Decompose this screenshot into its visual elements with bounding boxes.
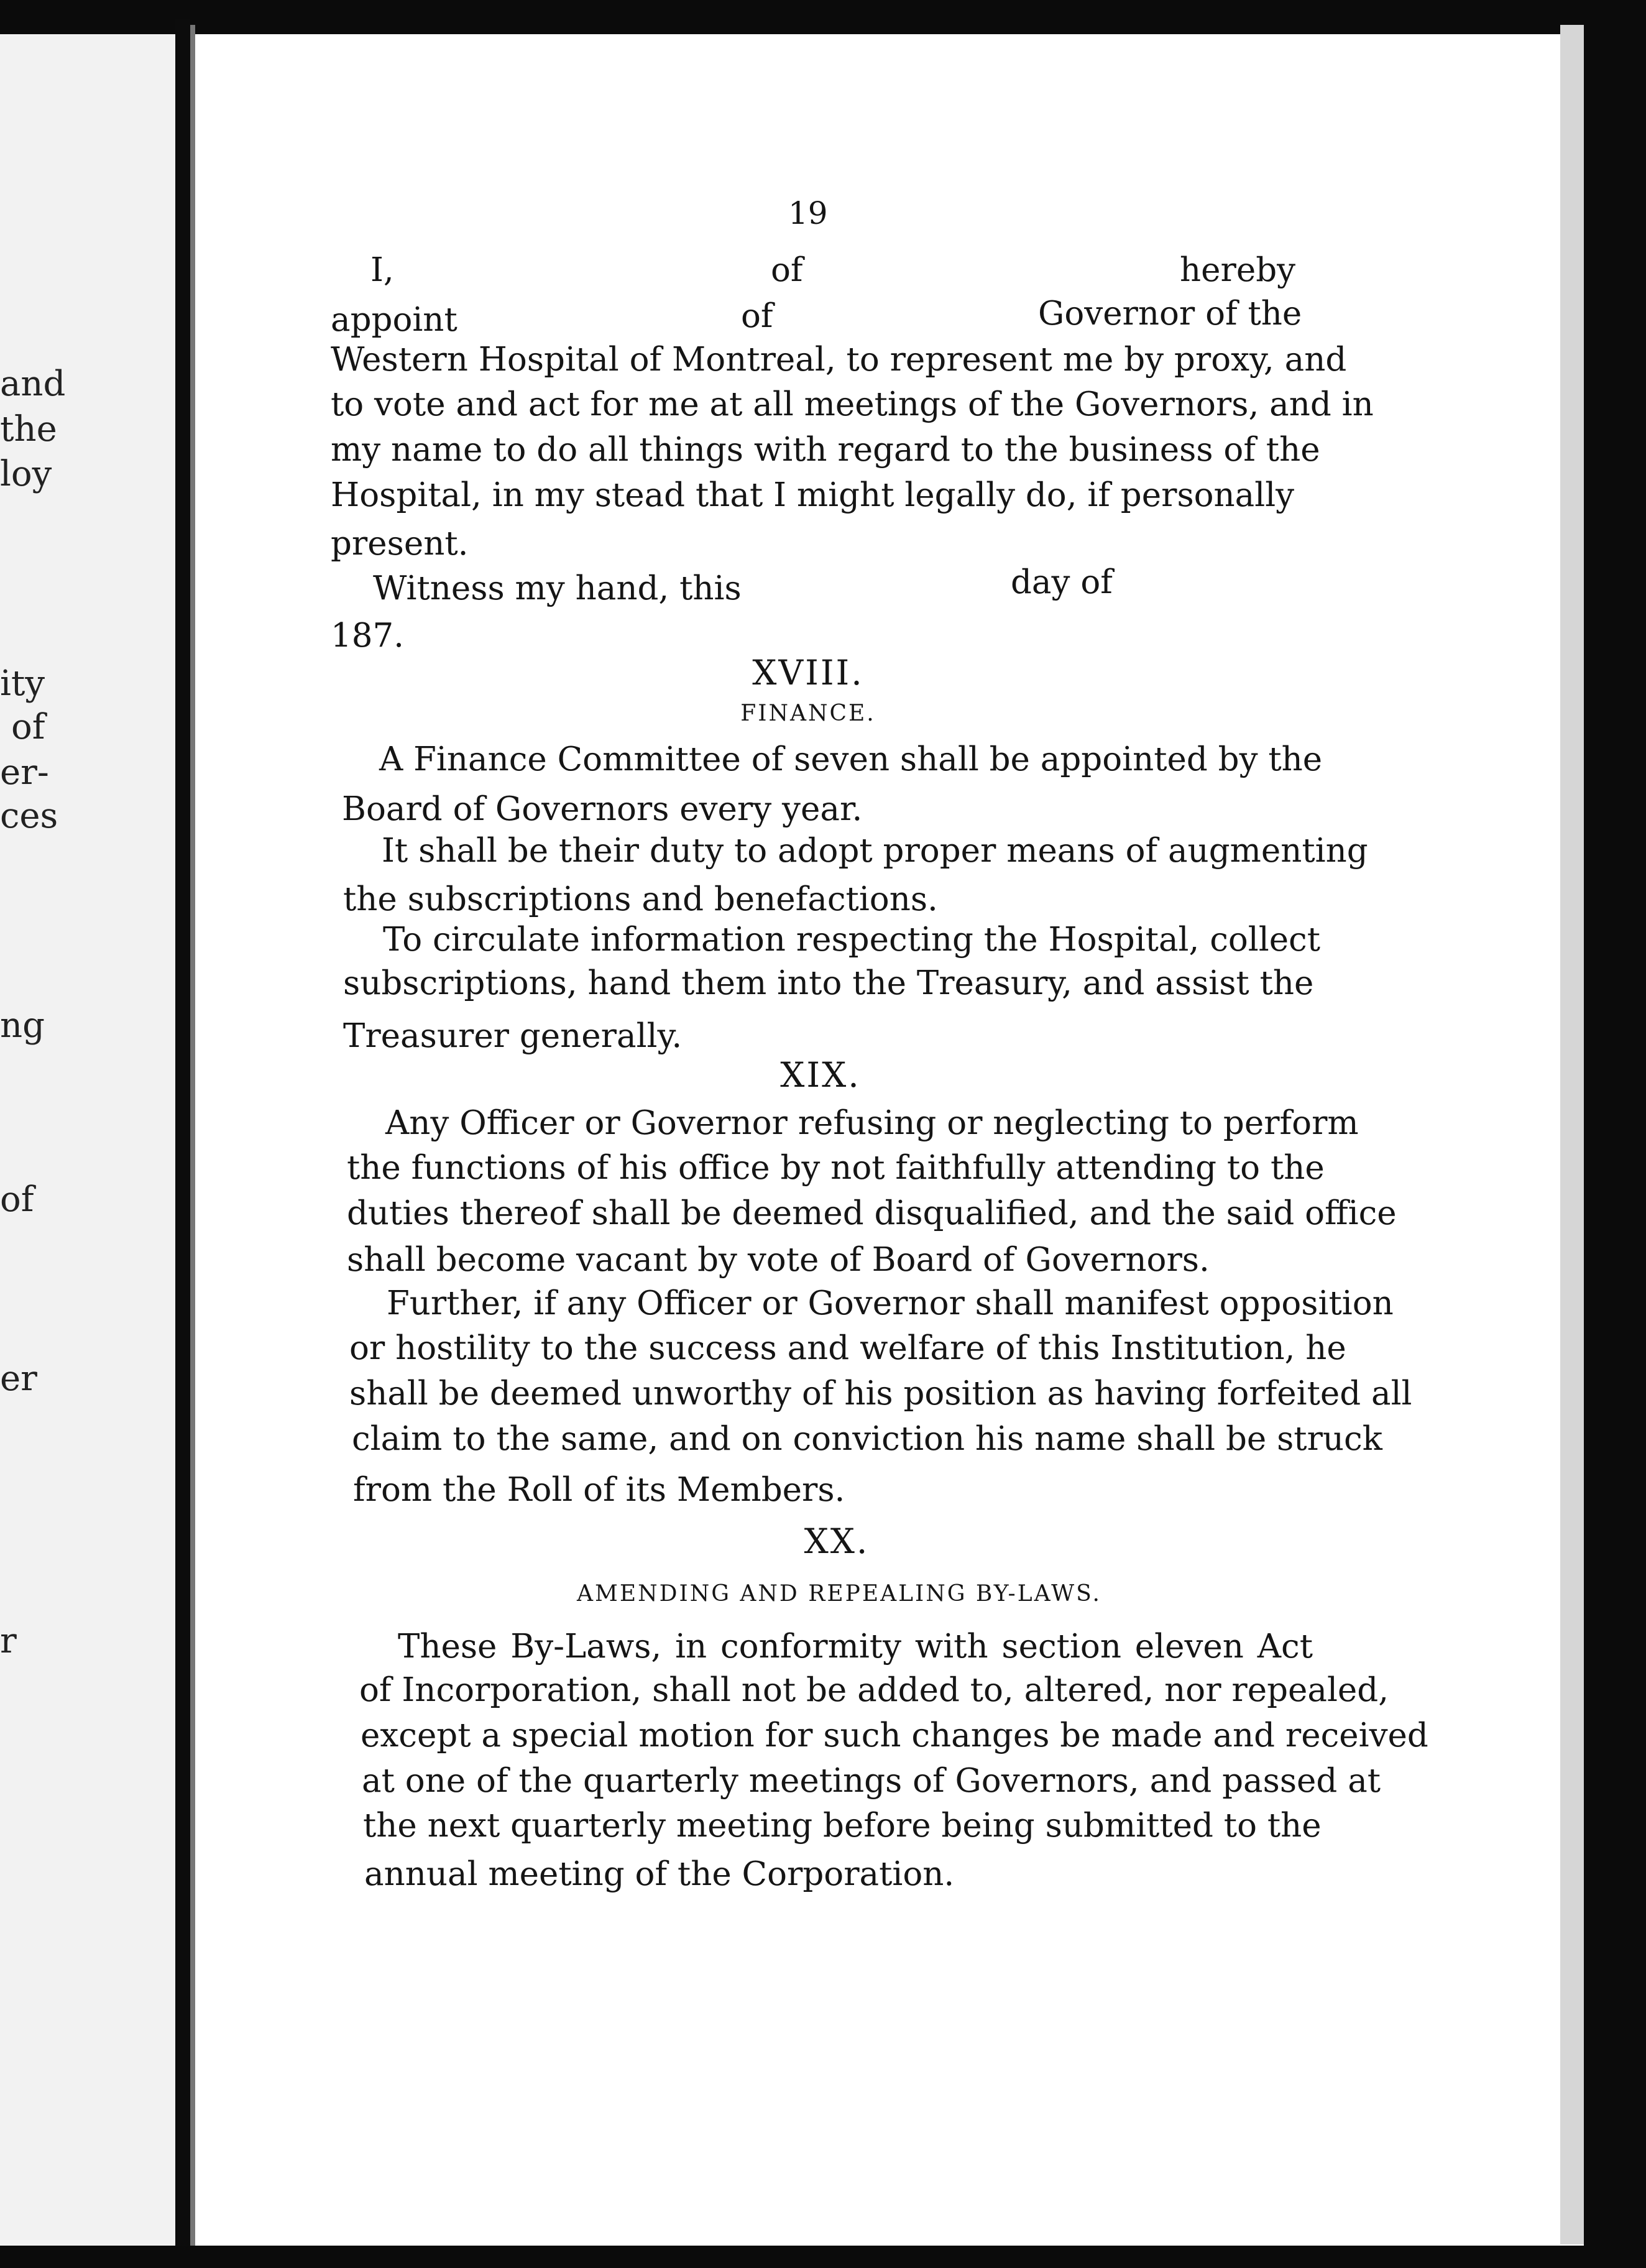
- paragraph-line: shall become vacant by vote of Board of Governors.: [347, 1241, 1210, 1279]
- left-page-fragment: ng: [0, 1005, 45, 1046]
- paragraph-line: These By-Laws, in conformity with section eleven Act: [398, 1628, 1313, 1666]
- paragraph-line: annual meeting of the Corporation.: [364, 1855, 955, 1893]
- paragraph-line: Further, if any Officer or Governor shall manifest opposition: [387, 1284, 1394, 1322]
- section-number: XX.: [804, 1521, 870, 1561]
- left-facing-page: [0, 34, 175, 2246]
- paragraph-line: at one of the quarterly meetings of Governors, and passed at: [362, 1762, 1381, 1800]
- page-number: 19: [788, 195, 828, 231]
- left-page-fragment: of: [0, 1179, 34, 1220]
- left-page-fragment: loy: [0, 454, 52, 494]
- proxy-text-line: my name to do all things with regard to the business of the: [331, 431, 1320, 469]
- paragraph-line: the next quarterly meeting before being submitted to the: [363, 1807, 1322, 1845]
- proxy-text-line: Hospital, in my stead that I might legally do, if personally: [331, 476, 1295, 514]
- left-page-fragment: ces: [0, 796, 58, 836]
- section-number: XVIII.: [752, 653, 864, 693]
- section-title: FINANCE.: [740, 701, 876, 726]
- proxy-line-2-start: appoint: [331, 301, 457, 339]
- scan-border-right: [1584, 0, 1646, 2268]
- paragraph-line: Treasurer generally.: [343, 1017, 683, 1055]
- paragraph-line: except a special motion for such changes be made and received: [361, 1717, 1428, 1754]
- proxy-line-2-middle: of: [741, 297, 773, 335]
- paragraph-line: the subscriptions and benefactions.: [343, 880, 938, 918]
- left-page-fragment: of: [11, 707, 45, 747]
- scan-border-bottom: [0, 2246, 1646, 2268]
- paragraph-line: To circulate information respecting the Hospital, collect: [383, 921, 1321, 959]
- left-page-fragment: r: [0, 1621, 17, 1661]
- paragraph-line: or hostility to the success and welfare of this Institution, he: [349, 1329, 1346, 1367]
- scan-border-top: [0, 0, 1646, 34]
- proxy-text-line: Western Hospital of Montreal, to represent me by proxy, and: [331, 341, 1347, 379]
- proxy-line-1-end: hereby: [1180, 251, 1296, 289]
- left-page-fragment: the: [0, 409, 57, 449]
- right-page-edge: [1560, 25, 1584, 2244]
- paragraph-line: It shall be their duty to adopt proper means of augmenting: [382, 832, 1368, 870]
- paragraph-line: the functions of his office by not faithfully attending to the: [347, 1149, 1325, 1187]
- left-page-fragment: and: [0, 364, 66, 404]
- paragraph-line: from the Roll of its Members.: [353, 1471, 845, 1509]
- witness-line-start: Witness my hand, this: [373, 569, 742, 607]
- left-page-fragment: er: [0, 1358, 37, 1399]
- witness-line-end: day of: [1011, 563, 1113, 601]
- proxy-line-1-middle: of: [771, 251, 803, 289]
- proxy-text-line: to vote and act for me at all meetings of the Governors, and in: [331, 385, 1374, 423]
- section-title: AMENDING AND REPEALING BY-LAWS.: [576, 1581, 1101, 1606]
- witness-year: 187.: [331, 617, 405, 655]
- paragraph-line: Board of Governors every year.: [342, 790, 863, 828]
- paragraph-line: claim to the same, and on conviction his name shall be struck: [352, 1420, 1382, 1458]
- paragraph-line: of Incorporation, shall not be added to, altered, nor repealed,: [359, 1671, 1389, 1709]
- left-page-fragment: ity: [0, 663, 45, 704]
- paragraph-line: shall be deemed unworthy of his position as having forfeited all: [349, 1375, 1412, 1413]
- proxy-line-2-end: Governor of the: [1038, 295, 1302, 333]
- proxy-text-line: present.: [331, 525, 469, 563]
- left-page-fragment: er-: [0, 752, 49, 793]
- section-number: XIX.: [780, 1055, 861, 1095]
- paragraph-line: A Finance Committee of seven shall be appointed by the: [379, 740, 1323, 778]
- book-spine: [175, 19, 190, 2257]
- paragraph-line: duties thereof shall be deemed disqualified, and the said office: [347, 1194, 1397, 1232]
- proxy-line-1-start: I,: [370, 251, 394, 289]
- paragraph-line: Any Officer or Governor refusing or neglecting to perform: [385, 1104, 1359, 1142]
- paragraph-line: subscriptions, hand them into the Treasury, and assist the: [343, 964, 1314, 1002]
- page-edge-shadow: [190, 25, 195, 2251]
